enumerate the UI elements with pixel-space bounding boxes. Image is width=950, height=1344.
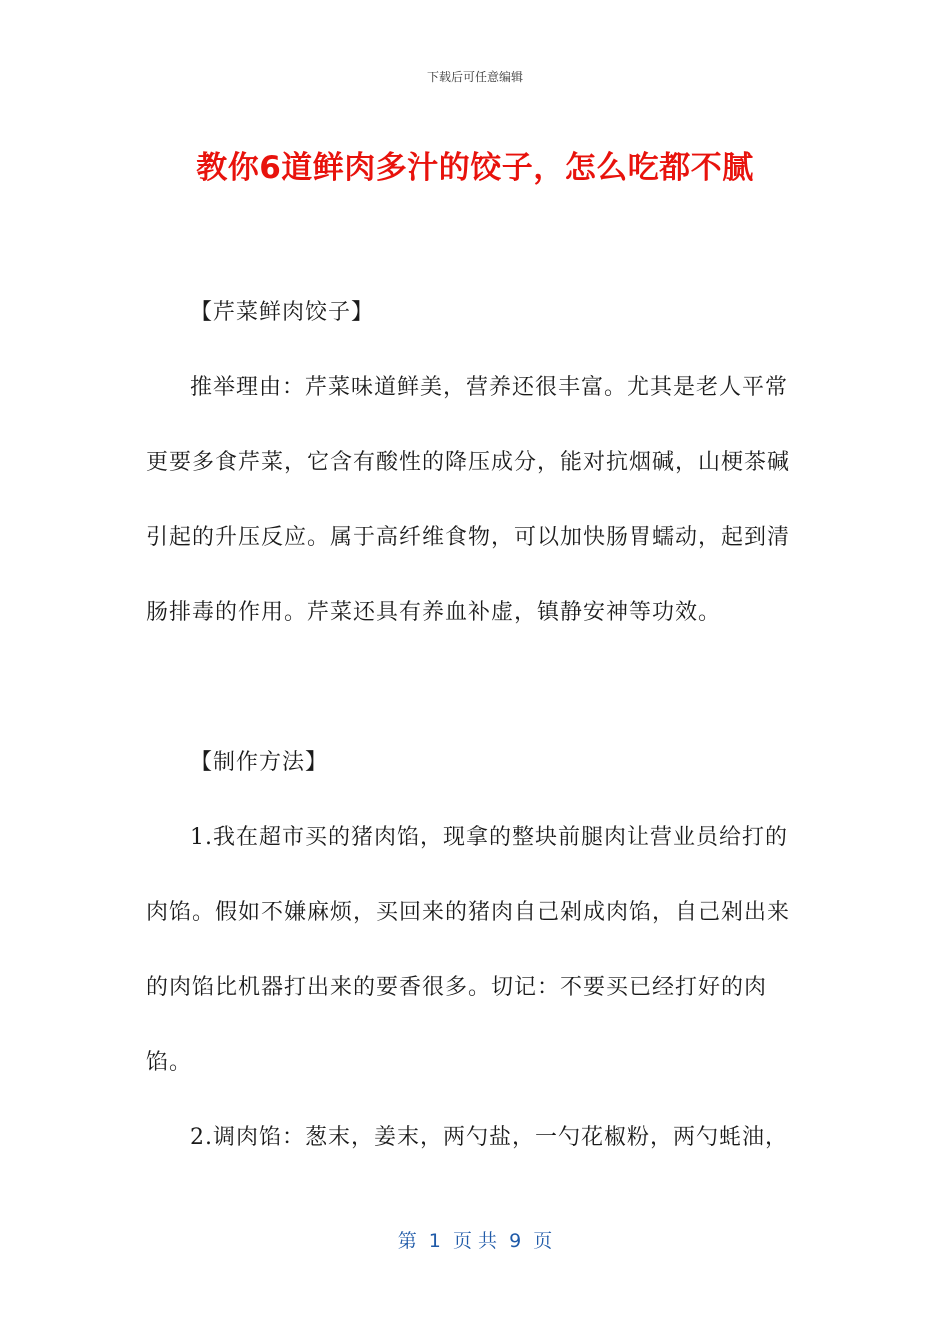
section-heading-method: 【制作方法】	[190, 750, 329, 775]
paragraph-step-2: 2.调肉馅：葱末，姜末，两勺盐，一勺花椒粉，两勺蚝油，	[190, 1125, 788, 1150]
page-number-footer: 第 1 页 共 9 页	[397, 1230, 553, 1252]
header-note: 下载后可任意编辑	[426, 70, 523, 84]
document-body	[146, 275, 806, 1175]
paragraph-reason: 推举理由：芹菜味道鲜美，营养还很丰富。尤其是老人平常更要多食芹菜，它含有酸性的降压成分，能对抗烟碱，山梗茶碱引起的升压反应。属于高纤维食物，可以加快肠胃蠕动，起到清肠排毒的作用。芹菜还具有养血补虚，镇静安神等功效。	[146, 375, 791, 625]
document-title: 教你6道鲜肉多汁的饺子，怎么吃都不腻	[196, 150, 754, 186]
paragraph-step-1: 1.我在超市买的猪肉馅，现拿的整块前腿肉让营业员给打的肉馅。假如不嫌麻烦，买回来的猪肉自己剁成肉馅，自己剁出来的肉馅比机器打出来的要香很多。切记：不要买已经打好的肉馅。	[146, 825, 791, 1075]
section-heading-celery: 【芹菜鲜肉饺子】	[190, 300, 375, 325]
